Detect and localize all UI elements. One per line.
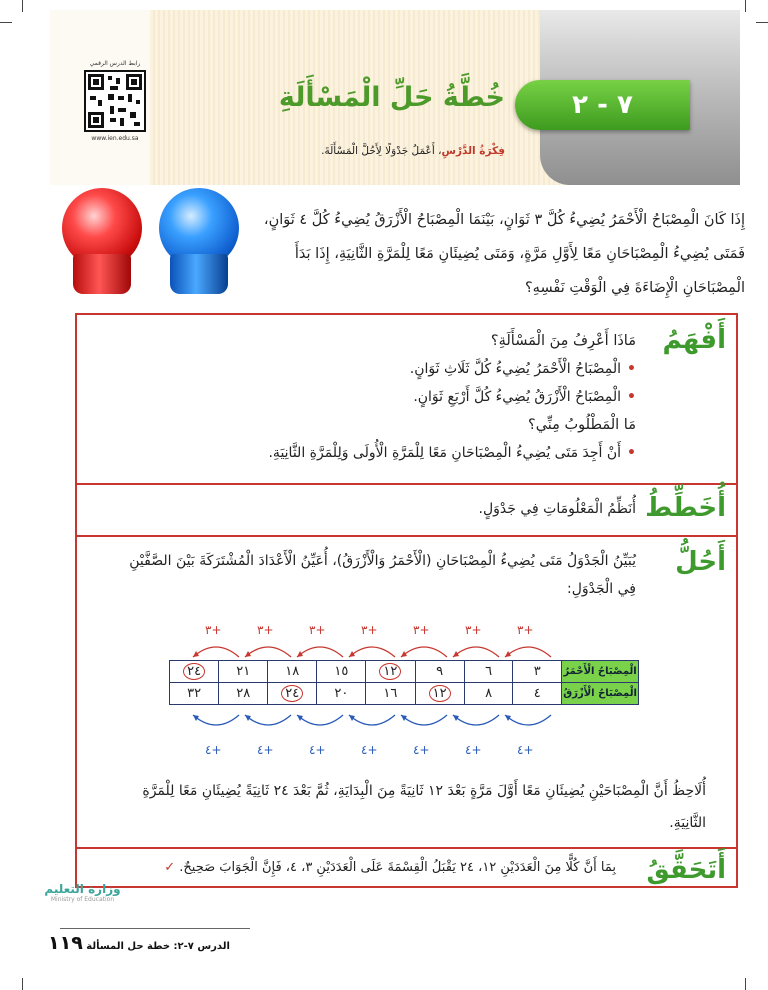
ministry-sub: Ministry of Education xyxy=(50,896,115,903)
row-label-red: الْمِصْبَاحُ الْأَحْمَرُ xyxy=(562,661,639,683)
step-arrowhead xyxy=(297,715,303,721)
qr-url: www.ien.edu.sa xyxy=(91,135,139,142)
step-label: +٣ xyxy=(309,623,326,637)
step-arrowhead xyxy=(505,651,511,657)
step-arrowhead xyxy=(401,715,407,721)
blue-value-cell: ٣٢ xyxy=(170,683,219,705)
circled-common-value: ١٢ xyxy=(429,685,451,702)
blue-value-cell: ٢٨ xyxy=(219,683,268,705)
section-title-understand: أَفْهَمُ xyxy=(662,325,726,355)
blue-value-cell: ٨ xyxy=(464,683,513,705)
lesson-reference: الدرس ٧-٢: خطة حل المسألة xyxy=(86,941,230,952)
blue-value-cell: ٢٠ xyxy=(317,683,366,705)
qr-caption: رابط الدرس الرقمي xyxy=(89,60,141,67)
step-label: +٤ xyxy=(517,743,534,757)
step-arrow xyxy=(297,715,343,725)
fact-item: •الْمِصْبَاحُ الْأَحْمَرُ يُضِيءُ كُلَّ ثَلَاثِ ثَوَانٍ. xyxy=(409,361,636,377)
page-number: ١١٩ xyxy=(48,932,83,954)
divider-plan xyxy=(77,483,736,485)
crop-mark-top-left-h xyxy=(0,22,12,23)
red-value-cell xyxy=(366,661,415,683)
crop-mark-bottom-left xyxy=(22,978,23,990)
step-label: +٤ xyxy=(257,743,274,757)
red-value-cell xyxy=(170,661,219,683)
step-arrow xyxy=(349,715,395,725)
understand-content xyxy=(116,327,636,467)
understand-question-1: مَاذَا أَعْرِفُ مِنَ الْمَسْأَلَةِ؟ xyxy=(490,333,636,349)
circled-common-value: ١٢ xyxy=(379,663,401,680)
step-arrow xyxy=(297,647,343,657)
step-arrow xyxy=(453,715,499,725)
table-row xyxy=(170,661,639,683)
lesson-idea-text: أَعْمَلُ جَدْوَلًا لِأَحُلَّ الْمَسْأَلَةَ. xyxy=(321,145,435,157)
step-arrowhead xyxy=(193,651,199,657)
red-value-cell: ٦ xyxy=(464,661,513,683)
crop-mark-top-right xyxy=(745,0,746,12)
step-label: +٣ xyxy=(205,623,222,637)
lesson-number: ٧ - ٢ xyxy=(572,90,633,120)
circled-common-value: ٢٤ xyxy=(281,685,303,702)
red-value-cell: ٢١ xyxy=(219,661,268,683)
step-label: +٣ xyxy=(517,623,534,637)
step-arrowhead xyxy=(349,651,355,657)
blue-step-arrows xyxy=(177,711,577,733)
lesson-title: خُطَّةُ حَلِّ الْمَسْأَلَةِ xyxy=(278,82,505,113)
step-arrowhead xyxy=(349,715,355,721)
step-arrow xyxy=(401,715,447,725)
check-text: بِمَا أَنَّ كُلًّا مِنَ الْعَدَدَيْنِ ١٢، ٢٤ يَقْبَلُ الْقِسْمَةَ عَلَى الْعَدَدَيْنِ ٣، ٤، فَإِنَّ الْجَوَابَ صَحِيحٌ. xyxy=(179,860,616,875)
red-value-cell: ٣ xyxy=(513,661,562,683)
lesson-number-badge xyxy=(515,80,690,130)
circled-common-value: ٢٤ xyxy=(183,663,205,680)
bullet-icon: • xyxy=(627,361,636,377)
crop-mark-bottom-right xyxy=(745,978,746,990)
bullet-icon: • xyxy=(627,389,636,405)
red-value-cell: ٩ xyxy=(415,661,464,683)
lesson-idea-label: فِكْرَةُ الدَّرْسِ xyxy=(441,145,505,157)
step-arrow xyxy=(193,715,239,725)
step-arrow xyxy=(453,647,499,657)
crop-mark-top-right-h xyxy=(756,22,768,23)
solution-frame xyxy=(75,313,738,888)
step-label: +٣ xyxy=(361,623,378,637)
red-step-arrows xyxy=(177,639,577,661)
solve-text: يُبَيِّنُ الْجَدْوَلُ مَتَى يُضِيءُ الْمِصْبَاحَانِ (الْأَحْمَرُ وَالْأَزْرَقُ)، أُعَيِّنُ الْأَعْدَادَ الْمُشْتَرَكَةَ بَيْنَ الصَّفَّيْنِ فِي الْجَدْوَلِ: xyxy=(129,553,636,597)
step-label: +٤ xyxy=(413,743,430,757)
step-label: +٣ xyxy=(413,623,430,637)
red-step-labels xyxy=(185,623,585,639)
step-label: +٣ xyxy=(465,623,482,637)
crop-mark-top-left xyxy=(22,0,23,12)
step-label: +٤ xyxy=(309,743,326,757)
step-arrowhead xyxy=(297,651,303,657)
ministry-name: وزارة التعليم xyxy=(44,882,121,896)
table-row xyxy=(170,683,639,705)
understand-question-2: مَا الْمَطْلُوبُ مِنِّي؟ xyxy=(528,417,636,433)
step-arrow xyxy=(193,647,239,657)
blue-bulb-icon xyxy=(152,188,247,298)
goal-item: •أَنْ أَجِدَ مَتَى يُضِيءُ الْمِصْبَاحَانِ مَعًا لِلْمَرَّةِ الْأُولَى وَلِلْمَرَّةِ الثَّانِيَةِ. xyxy=(268,445,636,461)
step-arrowhead xyxy=(453,651,459,657)
section-title-solve: أَحُلُّ xyxy=(675,547,726,577)
step-arrow xyxy=(505,715,551,725)
plan-text: أُنَظِّمُ الْمَعْلُومَاتِ فِي جَدْوَلٍ. xyxy=(478,501,636,517)
step-arrow xyxy=(349,647,395,657)
blue-value-cell xyxy=(268,683,317,705)
solve-note: أُلَاحِظُ أَنَّ الْمِصْبَاحَيْنِ يُضِيئَانِ مَعًا أَوَّلَ مَرَّةٍ بَعْدَ ١٢ ثَانِيَةً مِنَ الْبِدَايَةِ، ثُمَّ بَعْدَ ٢٤ ثَانِيَةً يُضِيئَانِ مَعًا لِلْمَرَّةِ الثَّانِيَةِ. xyxy=(142,783,706,831)
ministry-logo xyxy=(25,882,140,903)
qr-block xyxy=(70,60,160,142)
blue-value-cell: ٤ xyxy=(513,683,562,705)
fact-item: •الْمِصْبَاحُ الْأَزْرَقُ يُضِيءُ كُلَّ أَرْبَعِ ثَوَانٍ. xyxy=(413,389,636,405)
step-arrow xyxy=(245,715,291,725)
lights-table xyxy=(169,660,639,705)
qr-code-icon[interactable] xyxy=(84,70,146,132)
step-arrowhead xyxy=(245,715,251,721)
step-label: +٤ xyxy=(205,743,222,757)
row-label-blue: الْمِصْبَاحُ الْأَزْرَقُ xyxy=(562,683,639,705)
step-arrowhead xyxy=(505,715,511,721)
problem-statement: إِذَا كَانَ الْمِصْبَاحُ الْأَحْمَرُ يُضِيءُ كُلَّ ٣ ثَوَانٍ، بَيْنَمَا الْمِصْبَاحُ الْأَزْرَقُ يُضِيءُ كُلَّ ٤ ثَوَانٍ، فَمَتَى يُضِيءُ الْمِصْبَاحَانِ مَعًا لِأَوَّلِ مَرَّةٍ، وَمَتَى يُضِيئَانِ مَعًا لِلْمَرَّةِ الثَّانِيَةِ، إِذَا بَدَأَ الْمِصْبَاحَانِ الْإِضَاءَةَ فِي الْوَقْتِ نَفْسِهِ؟ xyxy=(263,212,745,296)
step-arrowhead xyxy=(245,651,251,657)
step-arrowhead xyxy=(453,715,459,721)
red-bulb-icon xyxy=(55,188,150,298)
blue-value-cell: ١٦ xyxy=(366,683,415,705)
red-value-cell: ١٥ xyxy=(317,661,366,683)
footer-rule xyxy=(60,928,250,929)
blue-value-cell xyxy=(415,683,464,705)
divider-check xyxy=(77,847,736,849)
page-footer xyxy=(40,932,230,954)
step-arrow xyxy=(401,647,447,657)
red-value-cell: ١٨ xyxy=(268,661,317,683)
divider-solve xyxy=(77,535,736,537)
step-arrowhead xyxy=(401,651,407,657)
blue-step-labels xyxy=(185,743,585,759)
step-label: +٣ xyxy=(257,623,274,637)
step-label: +٤ xyxy=(465,743,482,757)
check-content xyxy=(136,860,616,875)
step-arrow xyxy=(505,647,551,657)
step-arrow xyxy=(245,647,291,657)
lesson-idea: فِكْرَةُ الدَّرْسِ، أَعْمَلُ جَدْوَلًا لِأَحُلَّ الْمَسْأَلَةَ. xyxy=(321,145,505,157)
step-arrowhead xyxy=(193,715,199,721)
checkmark-icon: ✓ xyxy=(164,860,176,875)
bullet-icon: • xyxy=(627,445,636,461)
section-title-check: أَتَحَقَّقُ xyxy=(646,855,726,885)
step-label: +٤ xyxy=(361,743,378,757)
section-title-plan: أُخَطِّطُ xyxy=(645,493,726,523)
